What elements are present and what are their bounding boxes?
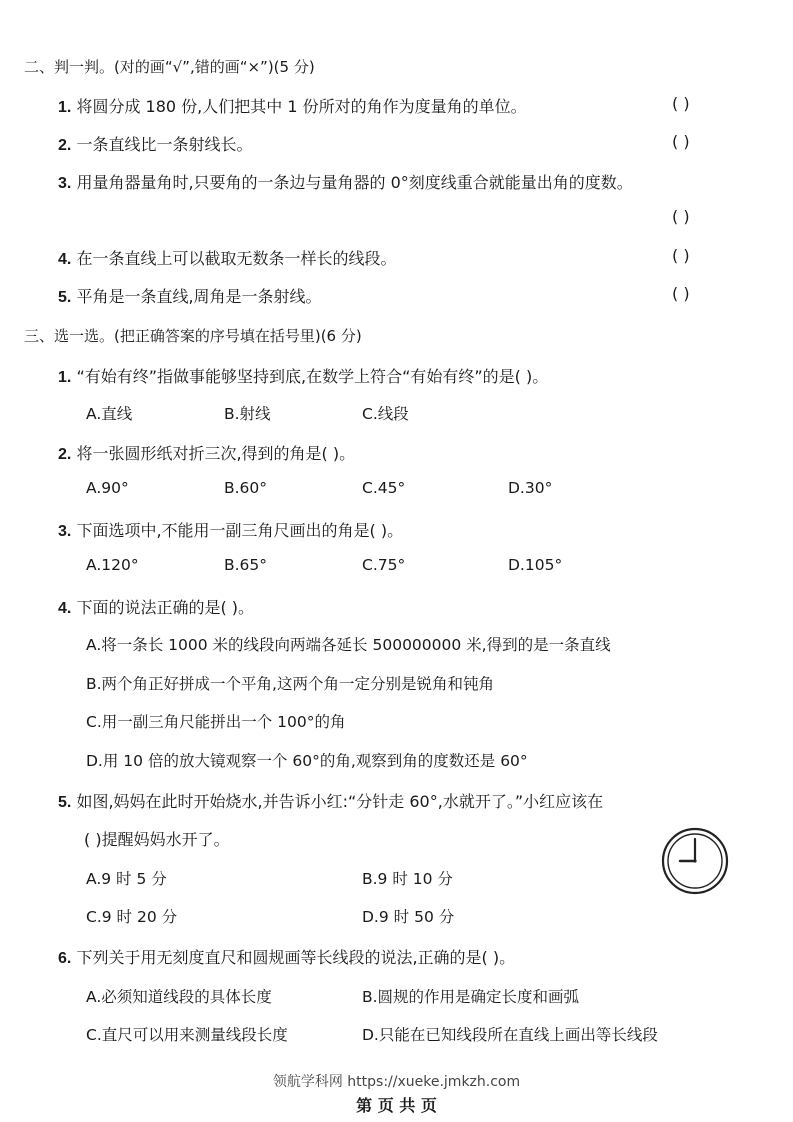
question-text: 如图,妈妈在此时开始烧水,并告诉小红:“分针走 60°,水就开了。”小红应该在 — [76, 792, 604, 811]
choice-question-6 — [58, 945, 515, 968]
option-c[interactable]: C.9 时 20 分 — [86, 908, 178, 926]
question-number: 2. — [58, 446, 72, 463]
option-a[interactable]: A.将一条长 1000 米的线段向两端各延长 500000000 米,得到的是一条直线 — [86, 636, 611, 654]
choice-question-2 — [58, 441, 355, 464]
judge-item-3 — [58, 170, 633, 193]
page-number: 第 页 共 页 — [356, 1096, 437, 1115]
question-text: “有始有终”指做事能够坚持到底,在数学上符合“有始有终”的是( )。 — [76, 367, 549, 386]
option-c[interactable]: C.直尺可以用来测量线段长度 — [86, 1026, 288, 1044]
option-d[interactable]: D.用 10 倍的放大镜观察一个 60°的角,观察到角的度数还是 60° — [86, 752, 528, 770]
answer-paren[interactable]: ( ) — [672, 132, 690, 151]
option-d[interactable]: D.30° — [508, 479, 553, 497]
question-text-continued: ( )提醒妈妈水开了。 — [84, 830, 230, 849]
section-2-title: 二、判一判。(对的画“√”,错的画“×”)(5 分) — [24, 58, 315, 76]
watermark: 领航学科网 https://xueke.jmkzh.com — [272, 1074, 521, 1090]
answer-paren[interactable]: ( ) — [672, 207, 690, 226]
option-b[interactable]: B.9 时 10 分 — [362, 870, 453, 888]
option-a[interactable]: A.90° — [86, 479, 129, 497]
question-text: 下列关于用无刻度直尺和圆规画等长线段的说法,正确的是( )。 — [76, 948, 516, 967]
judge-item-1 — [58, 94, 527, 117]
question-number: 5. — [58, 794, 72, 811]
option-b[interactable]: B.射线 — [224, 405, 271, 423]
item-number: 5. — [58, 289, 72, 306]
item-number: 3. — [58, 175, 72, 192]
answer-paren[interactable]: ( ) — [672, 284, 690, 303]
item-number: 1. — [58, 99, 72, 116]
option-b[interactable]: B.两个角正好拼成一个平角,这两个角一定分别是锐角和钝角 — [86, 675, 494, 693]
question-text: 下面的说法正确的是( )。 — [76, 598, 255, 617]
option-c[interactable]: C.用一副三角尺能拼出一个 100°的角 — [86, 713, 346, 731]
answer-paren[interactable]: ( ) — [672, 94, 690, 113]
item-text: 一条直线比一条射线长。 — [76, 135, 253, 154]
option-b[interactable]: B.圆规的作用是确定长度和画弧 — [362, 988, 580, 1006]
option-a[interactable]: A.直线 — [86, 405, 133, 423]
item-text: 将圆分成 180 份,人们把其中 1 份所对的角作为度量角的单位。 — [76, 97, 527, 116]
question-number: 6. — [58, 950, 72, 967]
item-text: 用量角器量角时,只要角的一条边与量角器的 0°刻度线重合就能量出角的度数。 — [76, 173, 633, 192]
judge-item-4 — [58, 246, 396, 269]
question-number: 3. — [58, 523, 72, 540]
question-number: 1. — [58, 369, 72, 386]
option-b[interactable]: B.65° — [224, 556, 268, 574]
question-text: 下面选项中,不能用一副三角尺画出的角是( )。 — [76, 521, 404, 540]
answer-paren[interactable]: ( ) — [672, 246, 690, 265]
choice-question-1 — [58, 364, 548, 387]
option-d[interactable]: D.只能在已知线段所在直线上画出等长线段 — [362, 1026, 658, 1044]
option-b[interactable]: B.60° — [224, 479, 268, 497]
option-d[interactable]: D.105° — [508, 556, 563, 574]
choice-question-3 — [58, 518, 403, 541]
option-d[interactable]: D.9 时 50 分 — [362, 908, 455, 926]
item-text: 平角是一条直线,周角是一条射线。 — [76, 287, 322, 306]
choice-question-5 — [58, 789, 603, 812]
option-a[interactable]: A.9 时 5 分 — [86, 870, 167, 888]
item-text: 在一条直线上可以截取无数条一样长的线段。 — [76, 249, 397, 268]
option-a[interactable]: A.120° — [86, 556, 139, 574]
clock-figure — [660, 826, 730, 896]
question-text: 将一张圆形纸对折三次,得到的角是( )。 — [76, 444, 356, 463]
item-number: 2. — [58, 137, 72, 154]
section-3-title: 三、选一选。(把正确答案的序号填在括号里)(6 分) — [24, 327, 362, 345]
item-number: 4. — [58, 251, 72, 268]
question-number: 4. — [58, 600, 72, 617]
option-c[interactable]: C.75° — [362, 556, 406, 574]
option-c[interactable]: C.线段 — [362, 405, 409, 423]
judge-item-2 — [58, 132, 252, 155]
option-a[interactable]: A.必须知道线段的具体长度 — [86, 988, 272, 1006]
judge-item-5 — [58, 284, 322, 307]
option-c[interactable]: C.45° — [362, 479, 406, 497]
choice-question-4 — [58, 595, 254, 618]
